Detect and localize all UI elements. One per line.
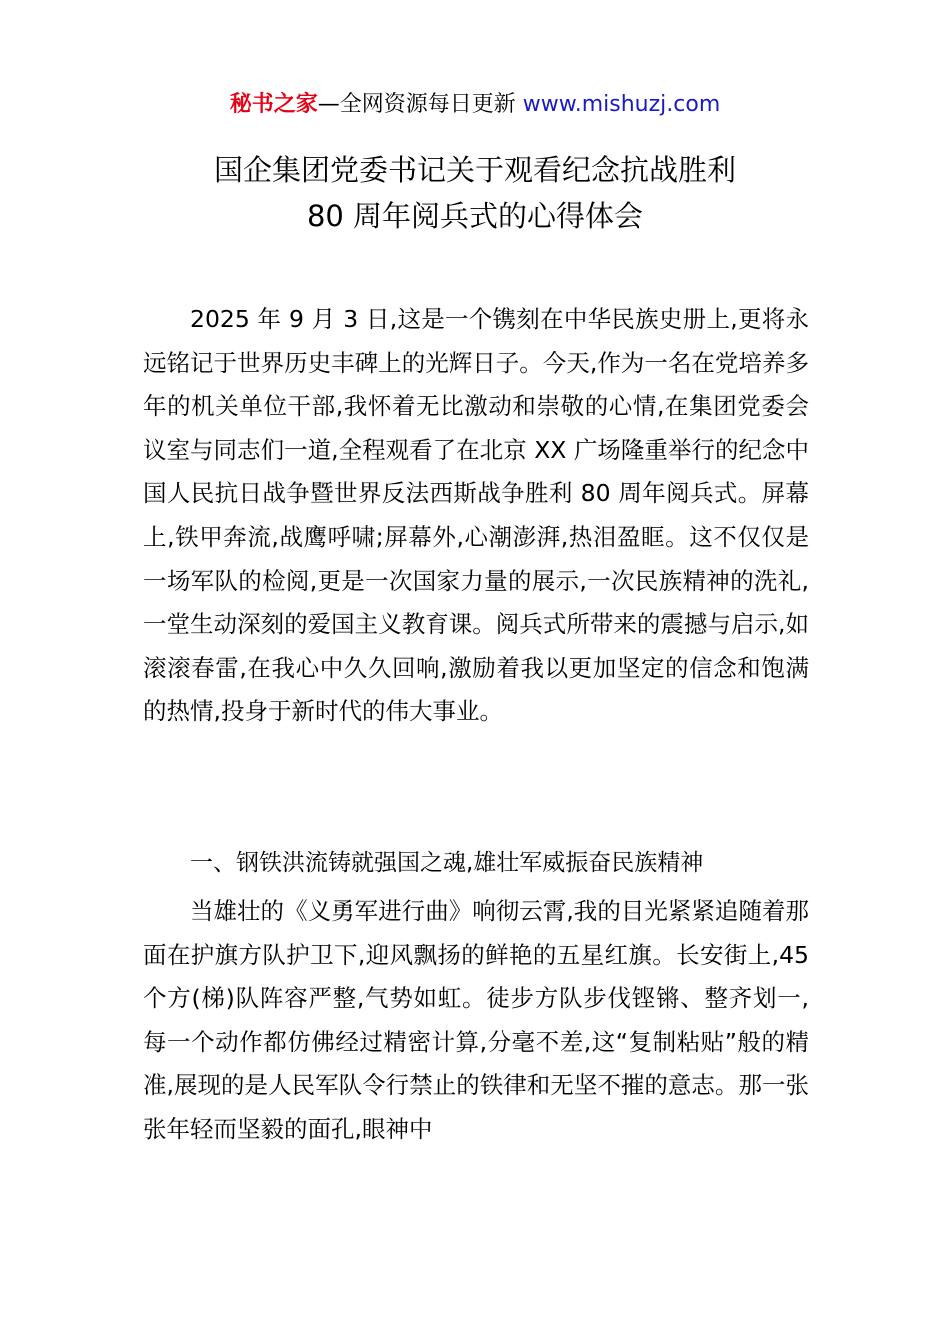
section-1-paragraph: 当雄壮的《义勇军进行曲》响彻云霄,我的目光紧紧追随着那面在护旗方队护卫下,迎风飘扬的鲜艳的五星红旗。长安街上,45 个方(梯)队阵容严整,气势如虹。徒步方队步伐铿锵、整齐划一,每一个动作都仿佛经过精密计算,分毫不差,这“复制粘贴”般的精准,展现的是人民军队令行禁止的铁律和无坚不摧的意志。那一张张年轻而坚毅的面孔,眼神中: [143, 897, 809, 1143]
document-title: [0, 147, 950, 239]
title-line-2: 80 周年阅兵式的心得体会: [306, 199, 644, 233]
site-brand: 秘书之家: [229, 92, 318, 117]
site-tagline: —全网资源每日更新: [317, 92, 523, 117]
site-header: [0, 88, 950, 122]
section-heading-1: 一、钢铁洪流铸就强国之魂,雄壮军威振奋民族精神: [190, 850, 704, 876]
title-line-1: 国企集团党委书记关于观看纪念抗战胜利: [213, 153, 736, 187]
site-url-link[interactable]: www.mishuzj.com: [522, 92, 721, 117]
intro-paragraph: 2025 年 9 月 3 日,这是一个镌刻在中华民族史册上,更将永远铭记于世界历史丰碑上的光辉日子。今天,作为一名在党培养多年的机关单位干部,我怀着无比激动和崇敬的心情,在集团党委会议室与同志们一道,全程观看了在北京 XX 广场隆重举行的纪念中国人民抗日战争暨世界反法西斯战争胜利 80 周年阅兵式。屏幕上,铁甲奔流,战鹰呼啸;屏幕外,心潮澎湃,热泪盈眶。这不仅仅是一场军队的检阅,更是一次国家力量的展示,一次民族精神的洗礼,一堂生动深刻的爱国主义教育课。阅兵式所带来的震撼与启示,如滚滚春雷,在我心中久久回响,激励着我以更加坚定的信念和饱满的热情,投身于新时代的伟大事业。: [143, 305, 809, 726]
